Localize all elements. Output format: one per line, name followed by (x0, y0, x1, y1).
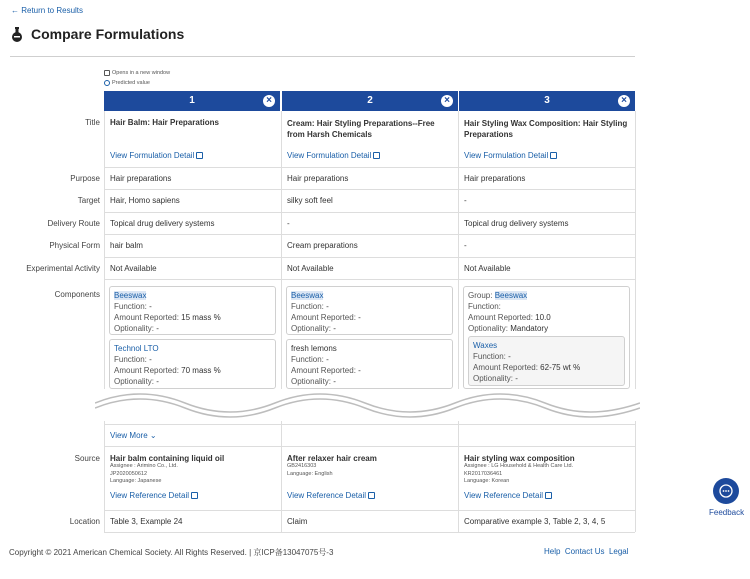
chat-bubble-icon (713, 478, 739, 504)
delivery-route-value: Topical drug delivery systems (464, 219, 569, 228)
component-amount: 10.0 (535, 313, 551, 322)
row-divider (104, 257, 635, 258)
feedback-label: Feedback (709, 508, 745, 517)
formulation-title: Cream: Hair Styling Preparations--Free from Harsh Chemicals (287, 119, 435, 139)
purpose-value: Hair preparations (464, 174, 526, 183)
view-reference-detail-link[interactable]: View Reference Detail (287, 490, 367, 500)
external-window-icon (196, 152, 203, 159)
experimental-activity-value: Not Available (287, 264, 334, 273)
experimental-activity-value: Not Available (464, 264, 511, 273)
row-divider (104, 532, 635, 533)
source-number: JP2020050612 (110, 470, 148, 477)
legend (104, 68, 170, 88)
row-label: Location (69, 517, 100, 526)
component-amount: 15 mass % (181, 313, 221, 322)
component-card: Beeswax Function: - Amount Reported: - Optionality: - (286, 286, 453, 335)
component-optionality: - (515, 374, 518, 383)
component-name-link[interactable]: Beeswax (494, 291, 528, 300)
source-assignee: Assignee : LG Household & Health Care Ltd. (464, 463, 574, 469)
row-label: Delivery Route (47, 219, 100, 228)
return-to-results-link[interactable]: ← Return to Results (11, 6, 84, 15)
column-number: 2 (367, 95, 373, 106)
component-optionality: - (156, 324, 159, 333)
legal-link[interactable]: Legal (608, 547, 629, 556)
row-divider (104, 510, 635, 511)
source-cell (104, 454, 281, 500)
content-truncation-wave (95, 389, 640, 421)
source-title: Hair styling wax composition (464, 454, 575, 463)
component-name-link[interactable]: Beeswax (114, 291, 147, 300)
component-name-link[interactable]: Technol LTO (114, 344, 159, 353)
row-divider (104, 234, 635, 235)
row-label: Physical Form (49, 241, 100, 250)
purpose-value: Hair preparations (287, 174, 349, 183)
contact-us-link[interactable]: Contact Us (564, 547, 605, 556)
source-assignee: Assignee : Arimino Co., Ltd. (110, 463, 178, 469)
physical-form-value: Cream preparations (287, 241, 358, 250)
row-divider (104, 212, 635, 213)
remove-column-button[interactable]: × (263, 95, 275, 107)
purpose-value: Hair preparations (110, 174, 172, 183)
source-number: KR2017036461 (464, 470, 503, 477)
external-window-icon (550, 152, 557, 159)
source-title: Hair balm containing liquid oil (110, 454, 225, 463)
component-group-card: Group: Beeswax Function: Amount Reported: 10.0 Optionality: Mandatory Waxes Function: - Amount Reported: 62-75 wt % Optionality: - (463, 286, 630, 389)
component-function: - (508, 352, 511, 361)
source-cell (281, 454, 458, 500)
component-amount: - (358, 313, 361, 322)
feedback-button[interactable] (709, 478, 743, 517)
predicted-value-icon (104, 80, 110, 86)
source-cell (458, 454, 635, 500)
delivery-route-value: - (287, 219, 290, 228)
column-header-1 (104, 91, 280, 111)
location-value: Table 3, Example 24 (110, 517, 183, 526)
component-card: Beeswax Function: - Amount Reported: 15 mass % Optionality: - (109, 286, 276, 335)
delivery-route-value: Topical drug delivery systems (110, 219, 215, 228)
component-name: fresh lemons (291, 344, 337, 353)
target-value: - (464, 196, 467, 205)
source-language: Language: English (287, 470, 333, 477)
view-more-button[interactable]: View More ⌄ (110, 431, 157, 440)
group-label: Group: (468, 291, 493, 300)
location-value: Claim (287, 517, 308, 526)
source-language: Language: Japanese (110, 478, 162, 484)
component-optionality: - (156, 377, 159, 386)
remove-column-button[interactable]: × (441, 95, 453, 107)
row-divider (104, 167, 635, 168)
source-title: After relaxer hair cream (287, 454, 377, 463)
formulation-title: Hair Styling Wax Composition: Hair Styling Preparations (464, 119, 628, 139)
page-title: Compare Formulations (31, 26, 185, 42)
row-label: Components (54, 290, 100, 299)
sub-component-card: Waxes Function: - Amount Reported: 62-75 wt % Optionality: - (468, 336, 625, 386)
view-formulation-detail-link[interactable]: View Formulation Detail (287, 151, 372, 160)
target-value: silky soft feel (287, 196, 333, 205)
external-window-icon (545, 492, 552, 499)
legend-predicted: Predicted value (112, 80, 150, 86)
component-amount: - (358, 366, 361, 375)
column-header-2 (282, 91, 458, 111)
page-header (11, 26, 184, 42)
external-window-icon (191, 492, 198, 499)
row-label: Purpose (70, 174, 100, 183)
component-amount: 62-75 wt % (540, 363, 581, 372)
row-divider (104, 446, 635, 447)
physical-form-value: - (464, 241, 467, 250)
row-label: Experimental Activity (26, 264, 100, 273)
row-divider (104, 424, 635, 425)
location-value: Comparative example 3, Table 2, 3, 4, 5 (464, 517, 606, 526)
source-number: GB2416303 (287, 463, 317, 469)
row-label: Target (77, 196, 100, 205)
experimental-activity-value: Not Available (110, 264, 157, 273)
component-function: - (149, 302, 152, 311)
row-label: Title (85, 118, 100, 127)
component-optionality: - (333, 324, 336, 333)
remove-column-button[interactable]: × (618, 95, 630, 107)
row-divider (104, 189, 635, 190)
header-divider (10, 56, 635, 57)
help-link[interactable]: Help (544, 547, 561, 556)
row-label: Source (74, 454, 100, 463)
copyright: Copyright © 2021 American Chemical Society. All Rights Reserved. | 京ICP备13047075号-3 (9, 548, 334, 557)
legend-new-window: Opens in a new window (112, 70, 171, 76)
external-window-icon (368, 492, 375, 499)
formulation-title: Hair Balm: Hair Preparations (110, 118, 219, 127)
row-divider (104, 279, 635, 280)
view-formulation-detail-link[interactable]: View Formulation Detail (464, 151, 549, 160)
external-window-icon (104, 70, 110, 76)
component-optionality: - (333, 377, 336, 386)
component-card: Technol LTO Function: - Amount Reported: 70 mass % Optionality: - (109, 339, 276, 389)
chevron-down-icon: ⌄ (149, 431, 157, 440)
component-amount: 70 mass % (181, 366, 221, 375)
component-name-link[interactable]: Waxes (473, 341, 498, 350)
view-reference-detail-link[interactable]: View Reference Detail (464, 490, 544, 500)
view-formulation-detail-link[interactable]: View Formulation Detail (110, 151, 195, 160)
component-name-link[interactable]: Beeswax (291, 291, 324, 300)
external-window-icon (373, 152, 380, 159)
flask-icon (11, 27, 23, 42)
view-reference-detail-link[interactable]: View Reference Detail (110, 490, 190, 500)
component-function: - (326, 355, 329, 364)
component-function: - (326, 302, 329, 311)
component-function: - (149, 355, 152, 364)
column-number: 3 (544, 95, 550, 106)
target-value: Hair, Homo sapiens (110, 196, 180, 205)
component-card: fresh lemons Function: - Amount Reported: - Optionality: - (286, 339, 453, 389)
source-language: Language: Korean (464, 478, 510, 484)
column-header-3 (459, 91, 635, 111)
physical-form-value: hair balm (110, 241, 143, 250)
column-number: 1 (189, 95, 195, 106)
footer-links (544, 547, 629, 556)
component-optionality: Mandatory (510, 324, 549, 333)
col-divider (635, 424, 636, 532)
